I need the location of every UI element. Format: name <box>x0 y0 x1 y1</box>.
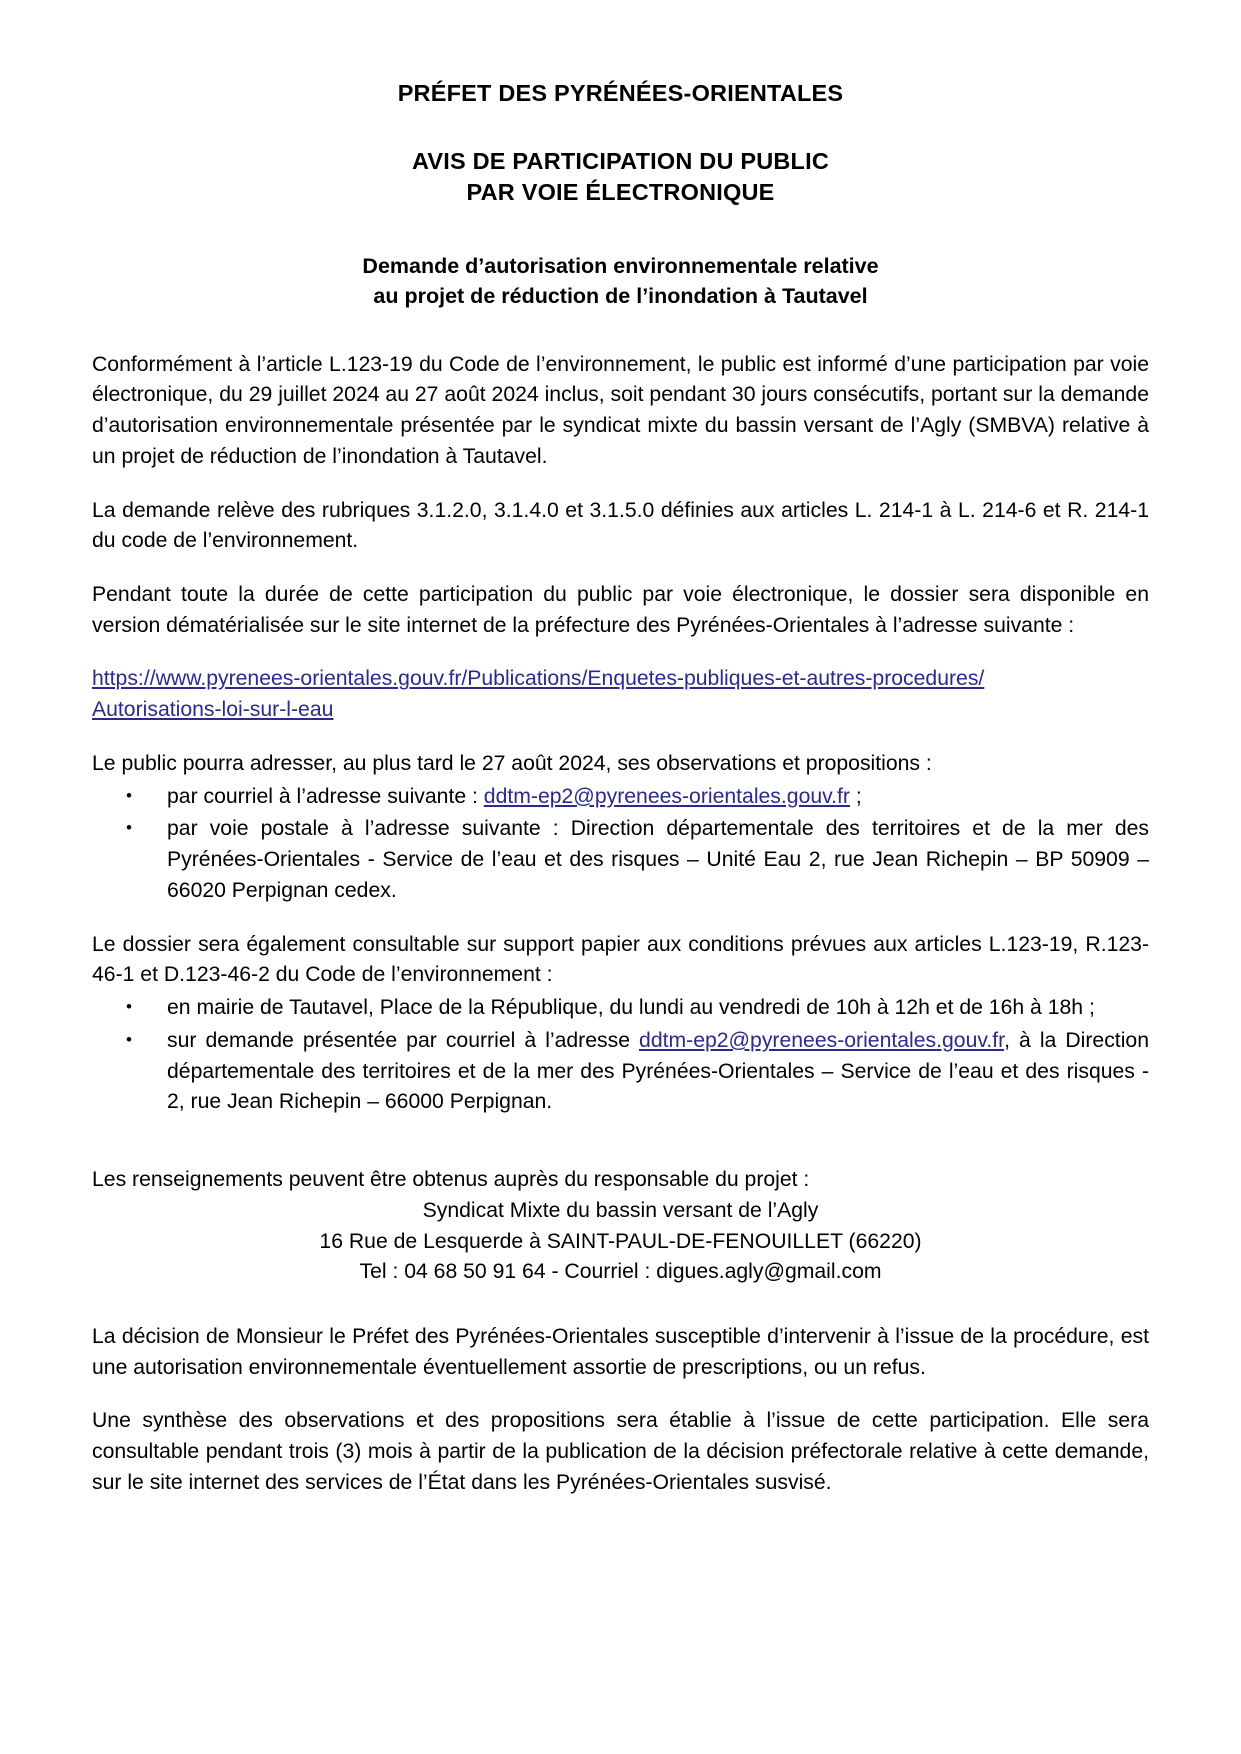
prefecture-heading: PRÉFET DES PYRÉNÉES-ORIENTALES <box>397 80 844 106</box>
dossier-url-line-1[interactable]: https://www.pyrenees-orientales.gouv.fr/Publications/Enquetes-publiques-et-autres-procedures/ <box>92 667 985 691</box>
list-item-sur-demande <box>92 1026 1149 1118</box>
subject-heading-line-1: Demande d’autorisation environnementale relative <box>362 253 879 278</box>
spacer <box>92 312 1149 350</box>
dossier-url-link[interactable] <box>92 664 1149 725</box>
list-item-mairie: • en mairie de Tautavel, Place de la République, du lundi au vendredi de 10h à 12h et de 16h à 18h ; <box>92 993 1149 1024</box>
paragraph-decision: La décision de Monsieur le Préfet des Pyrénées-Orientales susceptible d’intervenir à l’issue de la procédure, est une autorisation environnementale éventuellement assortie de prescriptions, ou un refus. <box>92 1324 1149 1379</box>
spacer <box>92 1288 1149 1322</box>
notice-heading <box>92 146 1149 209</box>
contact-organisation: Syndicat Mixte du bassin versant de l’Agly <box>422 1198 819 1222</box>
email-link-ddtm-ep2-secondary[interactable]: ddtm-ep2@pyrenees-orientales.gouv.fr <box>639 1028 1005 1052</box>
subject-heading <box>92 251 1149 312</box>
bullet-demande-text-after: , à la Direction départementale des territoires et de la mer des Pyrénées-Orientales – Service de l’eau et des risques - 2, rue Jean Richepin – 66000 Perpignan. <box>167 1028 1149 1114</box>
contact-address: 16 Rue de Lesquerde à SAINT-PAUL-DE-FENOUILLET (66220) <box>319 1229 922 1253</box>
paragraph-rubriques: La demande relève des rubriques 3.1.2.0, 3.1.4.0 et 3.1.5.0 définies aux articles L. 214-1 à L. 214-6 et R. 214-1 du code de l’environnement. <box>92 498 1149 553</box>
paragraph-renseignements-intro: Les renseignements peuvent être obtenus auprès du responsable du projet : <box>92 1168 810 1192</box>
subject-heading-line-2: au projet de réduction de l’inondation à Tautavel <box>373 284 868 309</box>
paragraph-observations-intro: Le public pourra adresser, au plus tard le 27 août 2024, ses observations et propositions : <box>92 751 932 775</box>
spacer <box>92 1141 1149 1165</box>
bullet-courriel-text-before: par courriel à l’adresse suivante : <box>167 784 484 808</box>
notice-heading-line-2: PAR VOIE ÉLECTRONIQUE <box>466 179 775 206</box>
support-papier-bullet-list <box>92 993 1149 1118</box>
list-item-courriel <box>92 782 1149 813</box>
email-link-ddtm-ep2[interactable]: ddtm-ep2@pyrenees-orientales.gouv.fr <box>483 784 850 808</box>
paragraph-intro: Conformément à l’article L.123-19 du Code de l’environnement, le public est informé d’une participation par voie électronique, du 29 juillet 2024 au 27 août 2024 inclus, soit pendant 30 jours consécutifs, portant sur la demande d’autorisation environnementale présentée par le syndicat mixte du bassin versant de l’Agly (SMBVA) relative à un projet de réduction de l’inondation à Tautavel. <box>92 352 1149 468</box>
spacer <box>92 209 1149 251</box>
notice-heading-line-1: AVIS DE PARTICIPATION DU PUBLIC <box>411 148 830 175</box>
paragraph-support-papier: Le dossier sera également consultable sur support papier aux conditions prévues aux articles L.123-19, R.123-46-1 et D.123-46-2 du Code de l’environnement : <box>92 932 1149 987</box>
dossier-url-line-2[interactable]: Autorisations-loi-sur-l-eau <box>92 698 334 722</box>
spacer <box>92 108 1149 146</box>
bullet-demande-text-before: sur demande présentée par courriel à l’adresse <box>167 1028 640 1052</box>
observations-bullet-list <box>92 782 1149 907</box>
paragraph-synthese: Une synthèse des observations et des propositions sera établie à l’issue de cette participation. Elle sera consultable pendant trois (3) mois à partir de la publication de la décision préfectorale relative à cette demande, sur le site internet des services de l’État dans les Pyrénées-Orientales susvisé. <box>92 1409 1149 1494</box>
contact-phone-email: Tel : 04 68 50 91 64 - Courriel : digues.agly@gmail.com <box>359 1260 882 1284</box>
list-item-postale: • par voie postale à l’adresse suivante : Direction départementale des territoires et de la mer des Pyrénées-Orientales - Service de l’eau et des risques – Unité Eau 2, rue Jean Richepin – BP 50909 – 66020 Perpignan cedex. <box>92 814 1149 906</box>
bullet-courriel-text-after: ; <box>849 784 862 808</box>
paragraph-dossier-en-ligne: Pendant toute la durée de cette participation du public par voie électronique, le dossier sera disponible en version dématérialisée sur le site internet de la préfecture des Pyrénées-Orientales à l’adresse suivante : <box>92 583 1149 637</box>
